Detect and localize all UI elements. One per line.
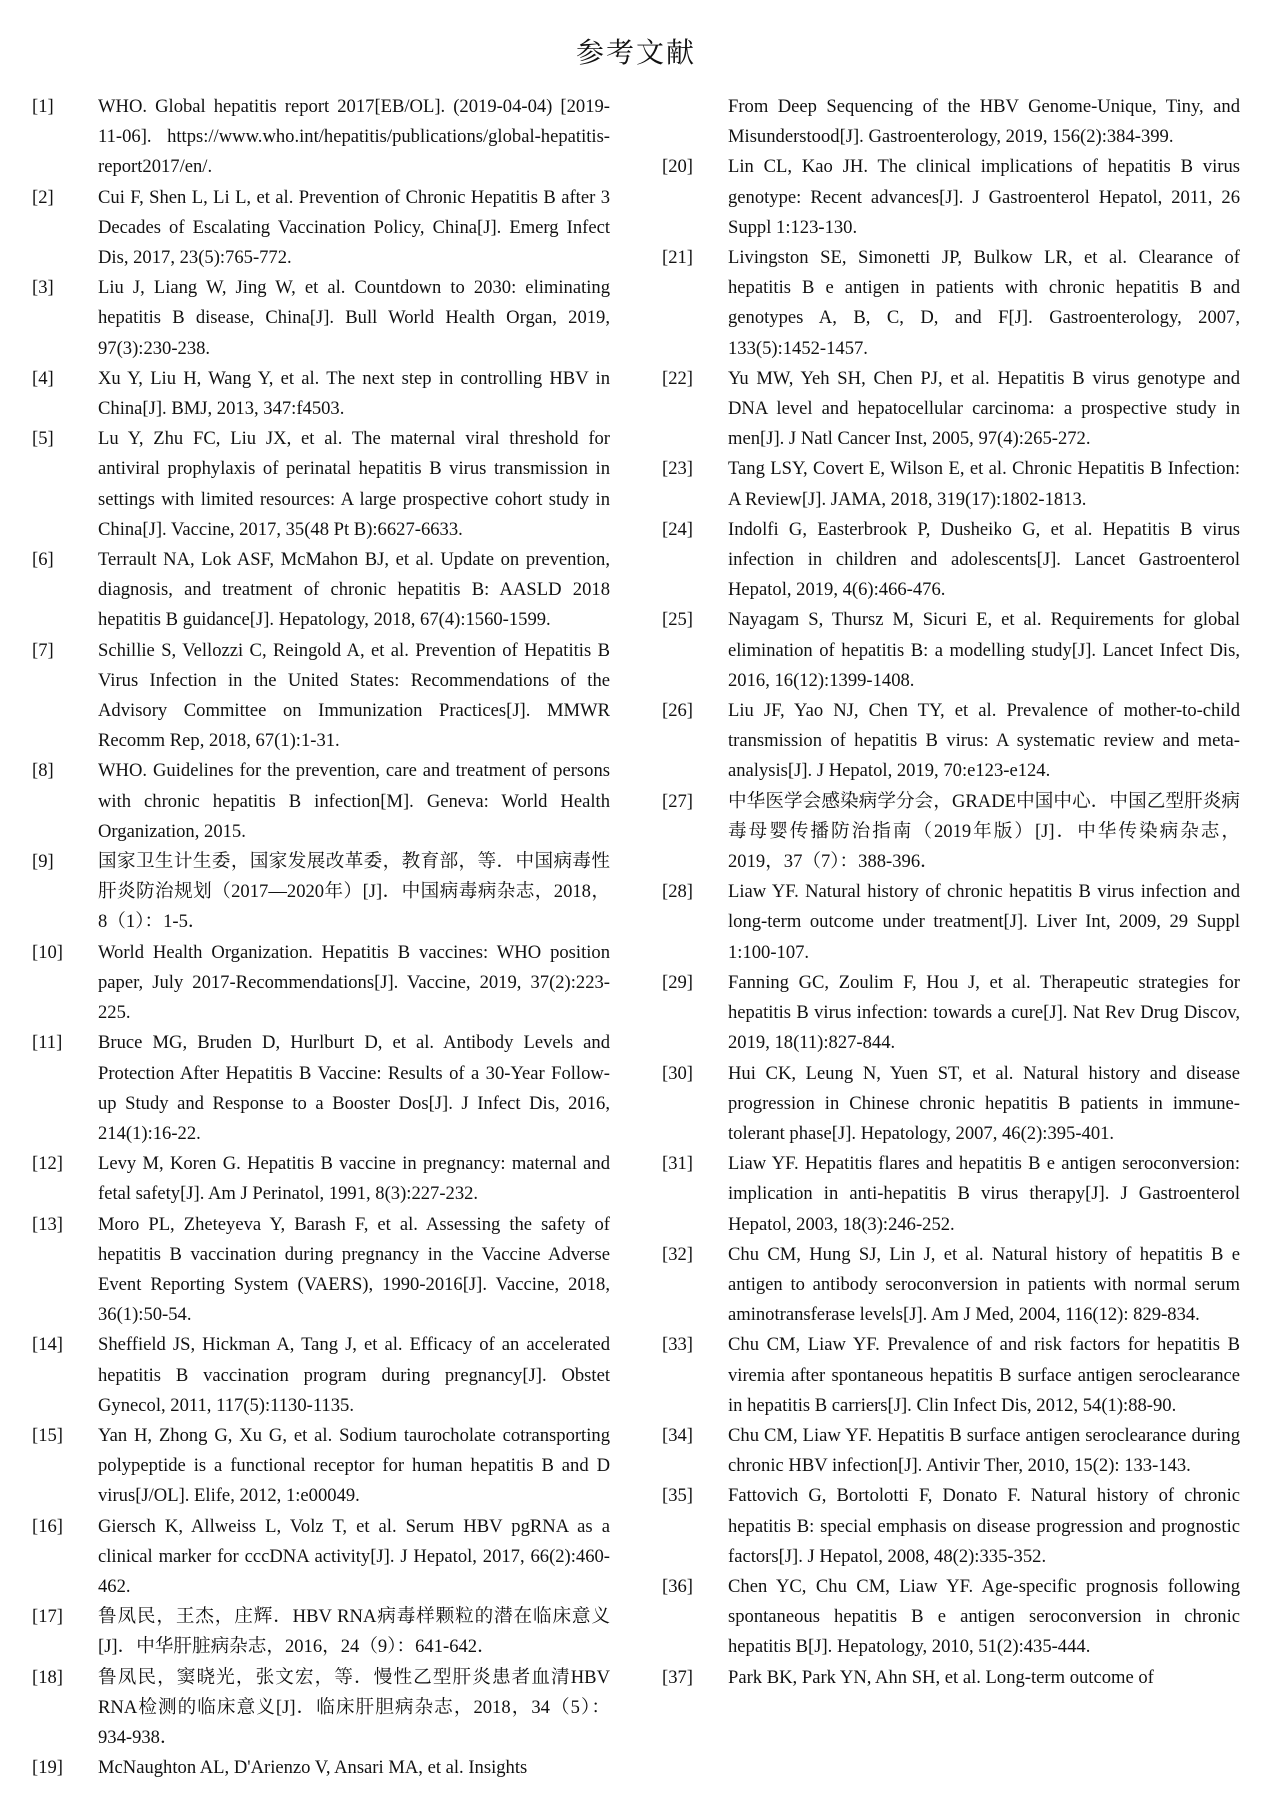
reference-item	[32, 1149, 610, 1209]
reference-item	[32, 756, 610, 847]
reference-text: Bruce MG, Bruden D, Hurlburt D, et al. Antibody Levels and Protection After Hepatitis B Vaccine: Results of a 30-Year Follow-up Study and Response to a Booster Dos[J]. J Infect Dis, 2016, 214(1):16-22.	[98, 1032, 610, 1144]
reference-item	[32, 847, 610, 938]
reference-number: [18]	[32, 1666, 63, 1688]
reference-item	[32, 1602, 610, 1662]
reference-text: 中华医学会感染病学分会，GRADE中国中心．中国乙型肝炎病毒母婴传播防治指南（2019年版）[J]．中华传染病杂志，2019，37（7）：388-396．	[728, 790, 1240, 873]
references-right-column	[662, 92, 1240, 1783]
reference-item	[662, 364, 1240, 455]
reference-text: Liu JF, Yao NJ, Chen TY, et al. Prevalence of mother-to-child transmission of hepatitis B virus: A systematic review and meta-analysis[J]. J Hepatol, 2019, 70:e123-e124.	[728, 700, 1240, 782]
reference-number: [16]	[32, 1515, 63, 1537]
reference-item	[662, 696, 1240, 787]
reference-text: Lin CL, Kao JH. The clinical implications of hepatitis B virus genotype: Recent advances[J]. J Gastroenterol Hepatol, 2011, 26 Suppl 1:123-130.	[728, 156, 1240, 238]
reference-number: [37]	[662, 1666, 693, 1688]
reference-number: [11]	[32, 1032, 63, 1054]
reference-item	[662, 152, 1240, 243]
reference-item	[32, 92, 610, 183]
reference-text: Livingston SE, Simonetti JP, Bulkow LR, et al. Clearance of hepatitis B e antigen in patients with chronic hepatitis B and genotypes A, B, C, D, and F[J]. Gastroenterology, 2007, 133(5):1452-1457.	[728, 247, 1240, 359]
reference-item	[662, 1059, 1240, 1150]
reference-item	[662, 1330, 1240, 1421]
reference-text: 国家卫生计生委，国家发展改革委，教育部，等．中国病毒性肝炎防治规划（2017—2020年）[J]．中国病毒病杂志，2018，8（1）：1-5．	[98, 851, 610, 933]
reference-text: Schillie S, Vellozzi C, Reingold A, et al. Prevention of Hepatitis B Virus Infection in the United States: Recommendations of the Advisory Committee on Immunization Practices[J]. MMWR Recomm Rep, 2018, 67(1):1-31.	[98, 639, 610, 752]
reference-item	[32, 1330, 610, 1421]
reference-item	[32, 1663, 610, 1754]
reference-text: McNaughton AL, D'Arienzo V, Ansari MA, et al. Insights	[98, 1757, 528, 1779]
reference-number: [23]	[662, 458, 693, 480]
reference-text: 鲁凤民，窦晓光，张文宏，等．慢性乙型肝炎患者血清HBV RNA检测的临床意义[J]．临床肝胆病杂志，2018，34（5）：934-938．	[98, 1666, 610, 1748]
reference-text: 鲁凤民，王杰，庄辉．HBV RNA病毒样颗粒的潜在临床意义[J]．中华肝脏病杂志，2016，24（9）：641-642．	[98, 1606, 610, 1658]
reference-text: Sheffield JS, Hickman A, Tang J, et al. Efficacy of an accelerated hepatitis B vaccination program during pregnancy[J]. Obstet Gynecol, 2011, 117(5):1130-1135.	[98, 1334, 610, 1416]
reference-number: [32]	[662, 1243, 693, 1265]
reference-text: Liaw YF. Natural history of chronic hepatitis B virus infection and long-term outcome under treatment[J]. Liver Int, 2009, 29 Suppl 1:100-107.	[728, 881, 1240, 963]
reference-number: [26]	[662, 700, 693, 722]
reference-number: [3]	[32, 277, 54, 299]
reference-number: [10]	[32, 941, 63, 963]
reference-item	[662, 1149, 1240, 1240]
reference-item	[662, 787, 1240, 878]
reference-number: [15]	[32, 1424, 63, 1446]
reference-text: Yu MW, Yeh SH, Chen PJ, et al. Hepatitis B virus genotype and DNA level and hepatocellular carcinoma: a prospective study in men[J]. J Natl Cancer Inst, 2005, 97(4):265-272.	[728, 367, 1240, 450]
reference-item	[662, 1481, 1240, 1572]
reference-number: [29]	[662, 971, 693, 993]
reference-number: [9]	[32, 851, 54, 873]
references-columns	[32, 92, 1240, 1783]
reference-item	[662, 1663, 1240, 1693]
reference-number: [24]	[662, 518, 693, 540]
reference-continuation	[662, 92, 1240, 152]
reference-text: Terrault NA, Lok ASF, McMahon BJ, et al. Update on prevention, diagnosis, and treatment of chronic hepatitis B: AASLD 2018 hepatitis B guidance[J]. Hepatology, 2018, 67(4):1560-1599.	[98, 549, 610, 631]
reference-text: Indolfi G, Easterbrook P, Dusheiko G, et al. Hepatitis B virus infection in children and adolescents[J]. Lancet Gastroenterol Hepatol, 2019, 4(6):466-476.	[728, 518, 1240, 601]
reference-number: [30]	[662, 1062, 693, 1084]
reference-number: [14]	[32, 1334, 63, 1356]
reference-text: From Deep Sequencing of the HBV Genome-Unique, Tiny, and Misunderstood[J]. Gastroenterology, 2019, 156(2):384-399.	[728, 96, 1240, 148]
reference-item	[32, 1512, 610, 1603]
reference-text: WHO. Global hepatitis report 2017[EB/OL]. (2019-04-04) [2019-11-06]. https://www.who.int/hepatitis/publications/global-hepatitis-report2017/en/.	[98, 96, 610, 178]
reference-item	[662, 1240, 1240, 1331]
reference-item	[662, 454, 1240, 514]
reference-item	[32, 424, 610, 545]
reference-item	[32, 938, 610, 1029]
reference-text: Chen YC, Chu CM, Liaw YF. Age-specific prognosis following spontaneous hepatitis B e antigen seroconversion in chronic hepatitis B[J]. Hepatology, 2010, 51(2):435-444.	[728, 1575, 1240, 1658]
page-title: 参考文献	[575, 36, 696, 69]
reference-number: [4]	[32, 367, 54, 389]
reference-item	[662, 877, 1240, 968]
reference-number: [17]	[32, 1606, 63, 1628]
reference-text: Xu Y, Liu H, Wang Y, et al. The next step in controlling HBV in China[J]. BMJ, 2013, 347:f4503.	[98, 367, 610, 420]
reference-item	[662, 515, 1240, 606]
reference-item	[32, 545, 610, 636]
reference-text: Nayagam S, Thursz M, Sicuri E, et al. Requirements for global elimination of hepatitis B: a modelling study[J]. Lancet Infect Dis, 2016, 16(12):1399-1408.	[728, 609, 1240, 691]
reference-text: Hui CK, Leung N, Yuen ST, et al. Natural history and disease progression in Chinese chronic hepatitis B patients in immune-tolerant phase[J]. Hepatology, 2007, 46(2):395-401.	[728, 1062, 1240, 1144]
references-left-column	[32, 92, 610, 1783]
reference-text: Levy M, Koren G. Hepatitis B vaccine in pregnancy: maternal and fetal safety[J]. Am J Perinatol, 1991, 8(3):227-232.	[98, 1153, 610, 1205]
reference-text: Liaw YF. Hepatitis flares and hepatitis B e antigen seroconversion: implication in anti-hepatitis B virus therapy[J]. J Gastroenterol Hepatol, 2003, 18(3):246-252.	[728, 1153, 1240, 1235]
reference-item	[32, 1421, 610, 1512]
reference-item	[32, 273, 610, 364]
reference-text: Chu CM, Hung SJ, Lin J, et al. Natural history of hepatitis B e antigen to antibody seroconversion in patients with normal serum aminotransferase levels[J]. Am J Med, 2004, 116(12): 829-834.	[728, 1243, 1240, 1326]
reference-number: [28]	[662, 881, 693, 903]
reference-text: Lu Y, Zhu FC, Liu JX, et al. The maternal viral threshold for antiviral prophylaxis of perinatal hepatitis B virus transmission in settings with limited resources: A large prospective cohort study in China[J]. Vaccine, 2017, 35(48 Pt B):6627-6633.	[98, 428, 610, 540]
reference-number: [27]	[662, 790, 693, 812]
reference-number: [19]	[32, 1757, 63, 1779]
reference-text: Moro PL, Zheteyeva Y, Barash F, et al. Assessing the safety of hepatitis B vaccination during pregnancy in the Vaccine Adverse Event Reporting System (VAERS), 1990-2016[J]. Vaccine, 2018, 36(1):50-54.	[98, 1213, 610, 1326]
reference-number: [36]	[662, 1575, 693, 1597]
reference-number: [35]	[662, 1485, 693, 1507]
reference-text: Giersch K, Allweiss L, Volz T, et al. Serum HBV pgRNA as a clinical marker for cccDNA activity[J]. J Hepatol, 2017, 66(2):460-462.	[98, 1515, 610, 1597]
reference-text: Tang LSY, Covert E, Wilson E, et al. Chronic Hepatitis B Infection: A Review[J]. JAMA, 2018, 319(17):1802-1813.	[728, 458, 1240, 510]
reference-number: [6]	[32, 549, 54, 571]
reference-number: [22]	[662, 367, 693, 389]
reference-item	[662, 1572, 1240, 1663]
reference-item	[32, 1210, 610, 1331]
reference-text: Liu J, Liang W, Jing W, et al. Countdown to 2030: eliminating hepatitis B disease, China[J]. Bull World Health Organ, 2019, 97(3):230-238.	[98, 277, 610, 359]
reference-number: [20]	[662, 156, 693, 178]
reference-number: [21]	[662, 247, 693, 269]
reference-number: [1]	[32, 96, 54, 117]
reference-item	[32, 636, 610, 757]
reference-item	[32, 364, 610, 424]
reference-item	[662, 605, 1240, 696]
reference-text: Fanning GC, Zoulim F, Hou J, et al. Therapeutic strategies for hepatitis B virus infection: towards a cure[J]. Nat Rev Drug Discov, 2019, 18(11):827-844.	[728, 971, 1240, 1054]
reference-text: Park BK, Park YN, Ahn SH, et al. Long-term outcome of	[728, 1666, 1154, 1688]
reference-text: Fattovich G, Bortolotti F, Donato F. Natural history of chronic hepatitis B: special emphasis on disease progression and prognostic factors[J]. J Hepatol, 2008, 48(2):335-352.	[728, 1485, 1240, 1567]
reference-item	[32, 183, 610, 274]
reference-number: [25]	[662, 609, 693, 631]
reference-number: [2]	[32, 186, 54, 208]
reference-text: WHO. Guidelines for the prevention, care and treatment of persons with chronic hepatitis B infection[M]. Geneva: World Health Organization, 2015.	[98, 760, 610, 842]
reference-number: [8]	[32, 760, 54, 782]
reference-item	[662, 968, 1240, 1059]
reference-item	[32, 1753, 610, 1783]
reference-number: [34]	[662, 1424, 693, 1446]
reference-text: Chu CM, Liaw YF. Hepatitis B surface antigen seroclearance during chronic HBV infection[J]. Antivir Ther, 2010, 15(2): 133-143.	[728, 1424, 1240, 1477]
reference-number: [31]	[662, 1153, 693, 1175]
reference-item	[32, 1028, 610, 1149]
reference-item	[662, 243, 1240, 364]
reference-number: [33]	[662, 1334, 693, 1356]
reference-text: Yan H, Zhong G, Xu G, et al. Sodium taurocholate cotransporting polypeptide is a functional receptor for human hepatitis B and D virus[J/OL]. Elife, 2012, 1:e00049.	[98, 1424, 610, 1507]
reference-text: Cui F, Shen L, Li L, et al. Prevention of Chronic Hepatitis B after 3 Decades of Escalating Vaccination Policy, China[J]. Emerg Infect Dis, 2017, 23(5):765-772.	[98, 186, 610, 269]
reference-text: Chu CM, Liaw YF. Prevalence of and risk factors for hepatitis B viremia after spontaneous hepatitis B surface antigen seroclearance in hepatitis B carriers[J]. Clin Infect Dis, 2012, 54(1):88-90.	[728, 1334, 1240, 1416]
reference-number: [7]	[32, 639, 54, 661]
reference-text: World Health Organization. Hepatitis B vaccines: WHO position paper, July 2017-Recommendations[J]. Vaccine, 2019, 37(2):223-225.	[98, 941, 610, 1024]
reference-number: [5]	[32, 428, 54, 450]
reference-number: [13]	[32, 1213, 63, 1235]
reference-item	[662, 1421, 1240, 1481]
reference-number: [12]	[32, 1153, 63, 1175]
